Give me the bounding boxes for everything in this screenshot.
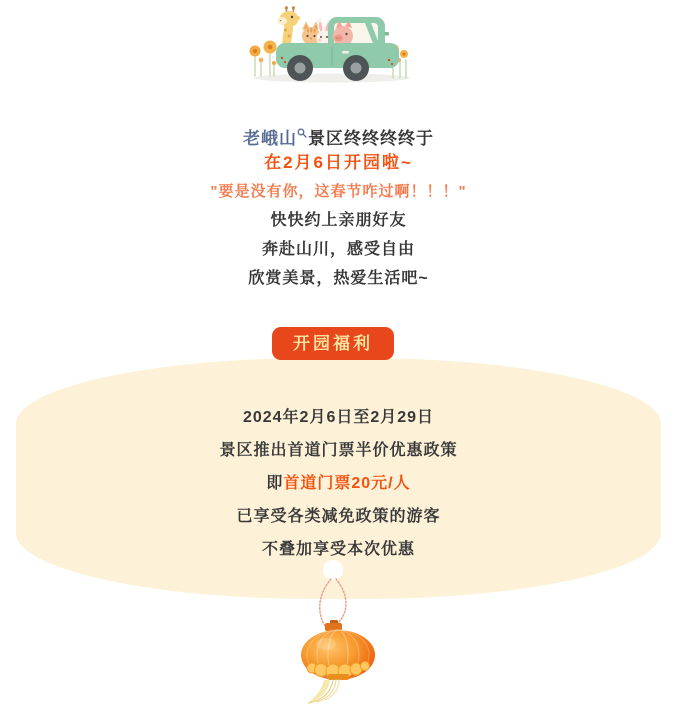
flowers-left	[250, 41, 277, 77]
intro-line-6: 欣赏美景，热爱生活吧~	[248, 270, 429, 287]
lantern-string	[320, 579, 346, 626]
intro-line-1-text: 景区终终终终于	[308, 129, 434, 148]
intro-line-5: 奔赴山川，感受自由	[261, 241, 415, 258]
card-line-exclusion-2: 不叠加享受本次优惠	[261, 541, 415, 558]
lantern-illustration-svg	[278, 556, 398, 708]
card-line-price	[16, 473, 661, 495]
lantern-illustration	[278, 556, 398, 708]
keyword-link[interactable]: 老峨山	[243, 129, 297, 148]
door-handle	[342, 51, 349, 54]
side-mirror	[385, 32, 390, 36]
intro-line-2: 在2月6日开园啦~	[264, 153, 413, 172]
intro-line-1	[0, 124, 677, 148]
car-illustration	[247, 6, 417, 86]
benefit-badge-button[interactable]: 开园福利	[272, 327, 394, 360]
car-shadow	[254, 74, 410, 83]
intro-text	[0, 124, 677, 298]
search-icon	[297, 124, 307, 144]
lantern-collar	[328, 674, 349, 680]
lantern-tassel	[306, 680, 339, 704]
card-price-prefix: 即	[266, 475, 284, 492]
intro-line-3-quote: "要是没有你，这春节咋过啊！！！"	[210, 183, 467, 200]
car-illustration-svg	[247, 6, 417, 86]
card-price-highlight: 首道门票20元/人	[283, 475, 411, 492]
cat	[302, 21, 320, 45]
card-line-policy: 景区推出首道门票半价优惠政策	[219, 442, 458, 459]
card-line-exclusion-1: 已享受各类减免政策的游客	[236, 508, 441, 525]
card-line-dates: 2024年2月6日至2月29日	[242, 409, 435, 426]
intro-line-4: 快快约上亲朋好友	[270, 212, 407, 229]
lantern-anchor-ball	[323, 560, 343, 580]
